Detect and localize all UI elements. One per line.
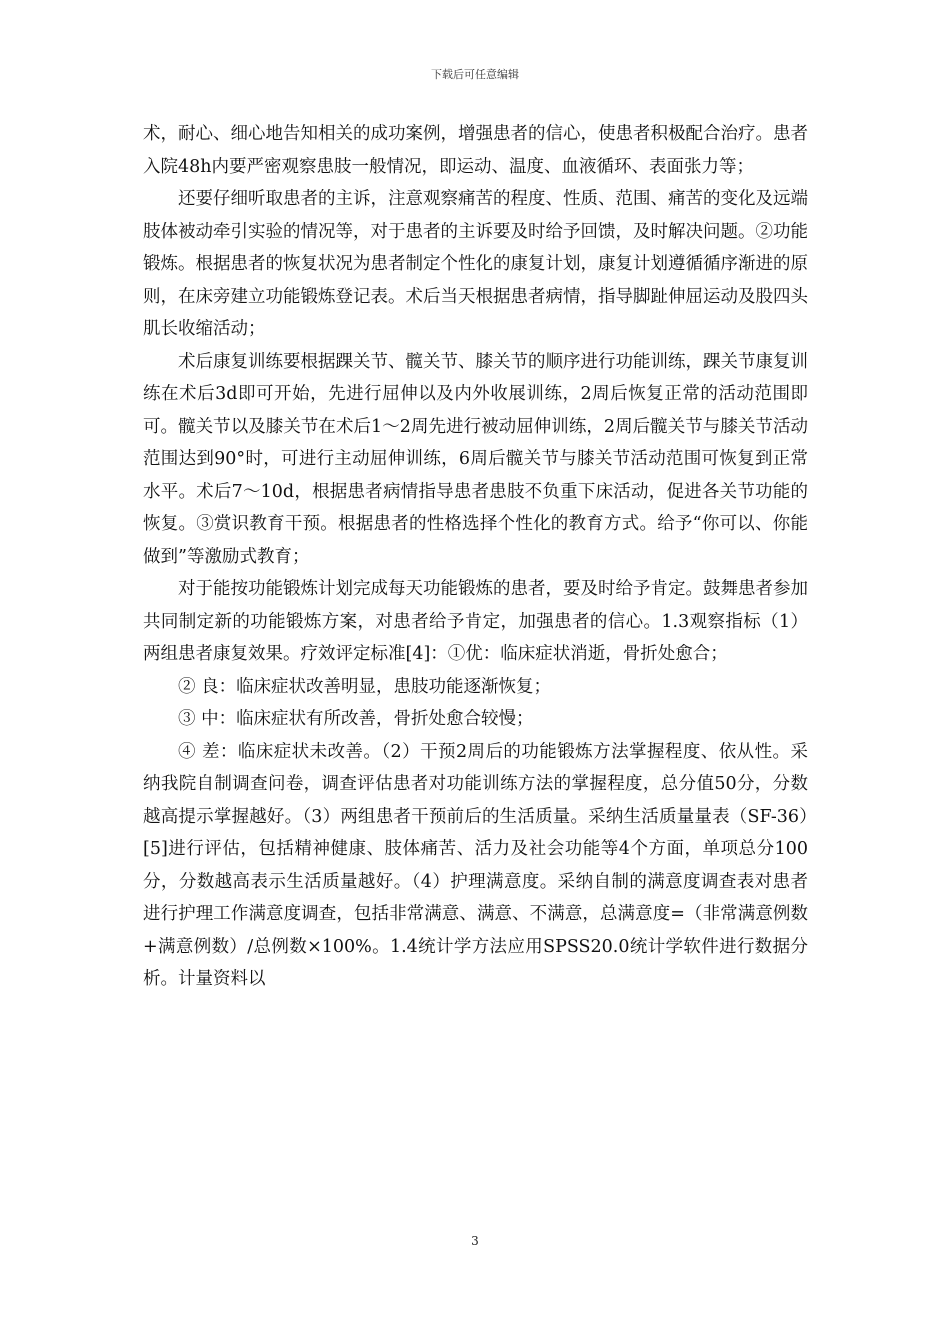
paragraph-4: 对于能按功能锻炼计划完成每天功能锻炼的患者，要及时给予肯定。鼓舞患者参加共同制定新的功能锻炼方案，对患者给予肯定，加强患者的信心。1.3观察指标（1）两组患者康复效果。疗效评定标准[4]：①优：临床症状消逝，骨折处愈合； (143, 579, 808, 664)
paragraph-7: ④ 差：临床症状未改善。（2）干预2周后的功能锻炼方法掌握程度、依从性。采纳我院自制调查问卷，调查评估患者对功能训练方法的掌握程度，总分值50分，分数越高提示掌握越好。（3）两组患者干预前后的生活质量。采纳生活质量量表（SF-36）[5]进行评估，包括精神健康、肢体痛苦、活力及社会功能等4个方面，单项总分100分，分数越高表示生活质量越好。（4）护理满意度。采纳自制的满意度调查表对患者进行护理工作满意度调查，包括非常满意、满意、不满意，总满意度=（非常满意例数+满意例数）/总例数×100%。1.4统计学方法应用SPSS20.0统计学软件进行数据分析。计量资料以 (143, 741, 808, 989)
paragraph-6: ③ 中：临床症状有所改善，骨折处愈合较慢； (178, 709, 534, 729)
document-body (143, 118, 808, 996)
paragraph-5: ② 良：临床症状改善明显，患肢功能逐渐恢复； (178, 676, 552, 697)
page-number: 3 (471, 1234, 479, 1248)
paragraph-3: 术后康复训练要根据踝关节、髋关节、膝关节的顺序进行功能训练，踝关节康复训练在术后3d即可开始，先进行屈伸以及内外收展训练，2周后恢复正常的活动范围即可。髋关节以及膝关节在术后1～2周先进行被动屈伸训练，2周后髋关节与膝关节活动范围达到90°时，可进行主动屈伸训练，6周后髋关节与膝关节活动范围可恢复到正常水平。术后7～10d，根据患者病情指导患者患肢不负重下床活动，促进各关节功能的恢复。③赏识教育干预。根据患者的性格选择个性化的教育方式。给予“你可以、你能做到”等激励式教育； (143, 351, 808, 567)
paragraph-2: 还要仔细听取患者的主诉，注意观察痛苦的程度、性质、范围、痛苦的变化及远端肢体被动牵引实验的情况等，对于患者的主诉要及时给予回馈，及时解决问题。②功能锻炼。根据患者的恢复状况为患者制定个性化的康复计划，康复计划遵循循序渐进的原则，在床旁建立功能锻炼登记表。术后当天根据患者病情，指导脚趾伸屈运动及股四头肌长收缩活动； (143, 189, 808, 339)
page-header: 下载后可任意编辑 (431, 68, 519, 81)
paragraph-1: 术，耐心、细心地告知相关的成功案例，增强患者的信心，使患者积极配合治疗。患者入院48h内要严密观察患肢一般情况，即运动、温度、血液循环、表面张力等； (143, 124, 808, 177)
